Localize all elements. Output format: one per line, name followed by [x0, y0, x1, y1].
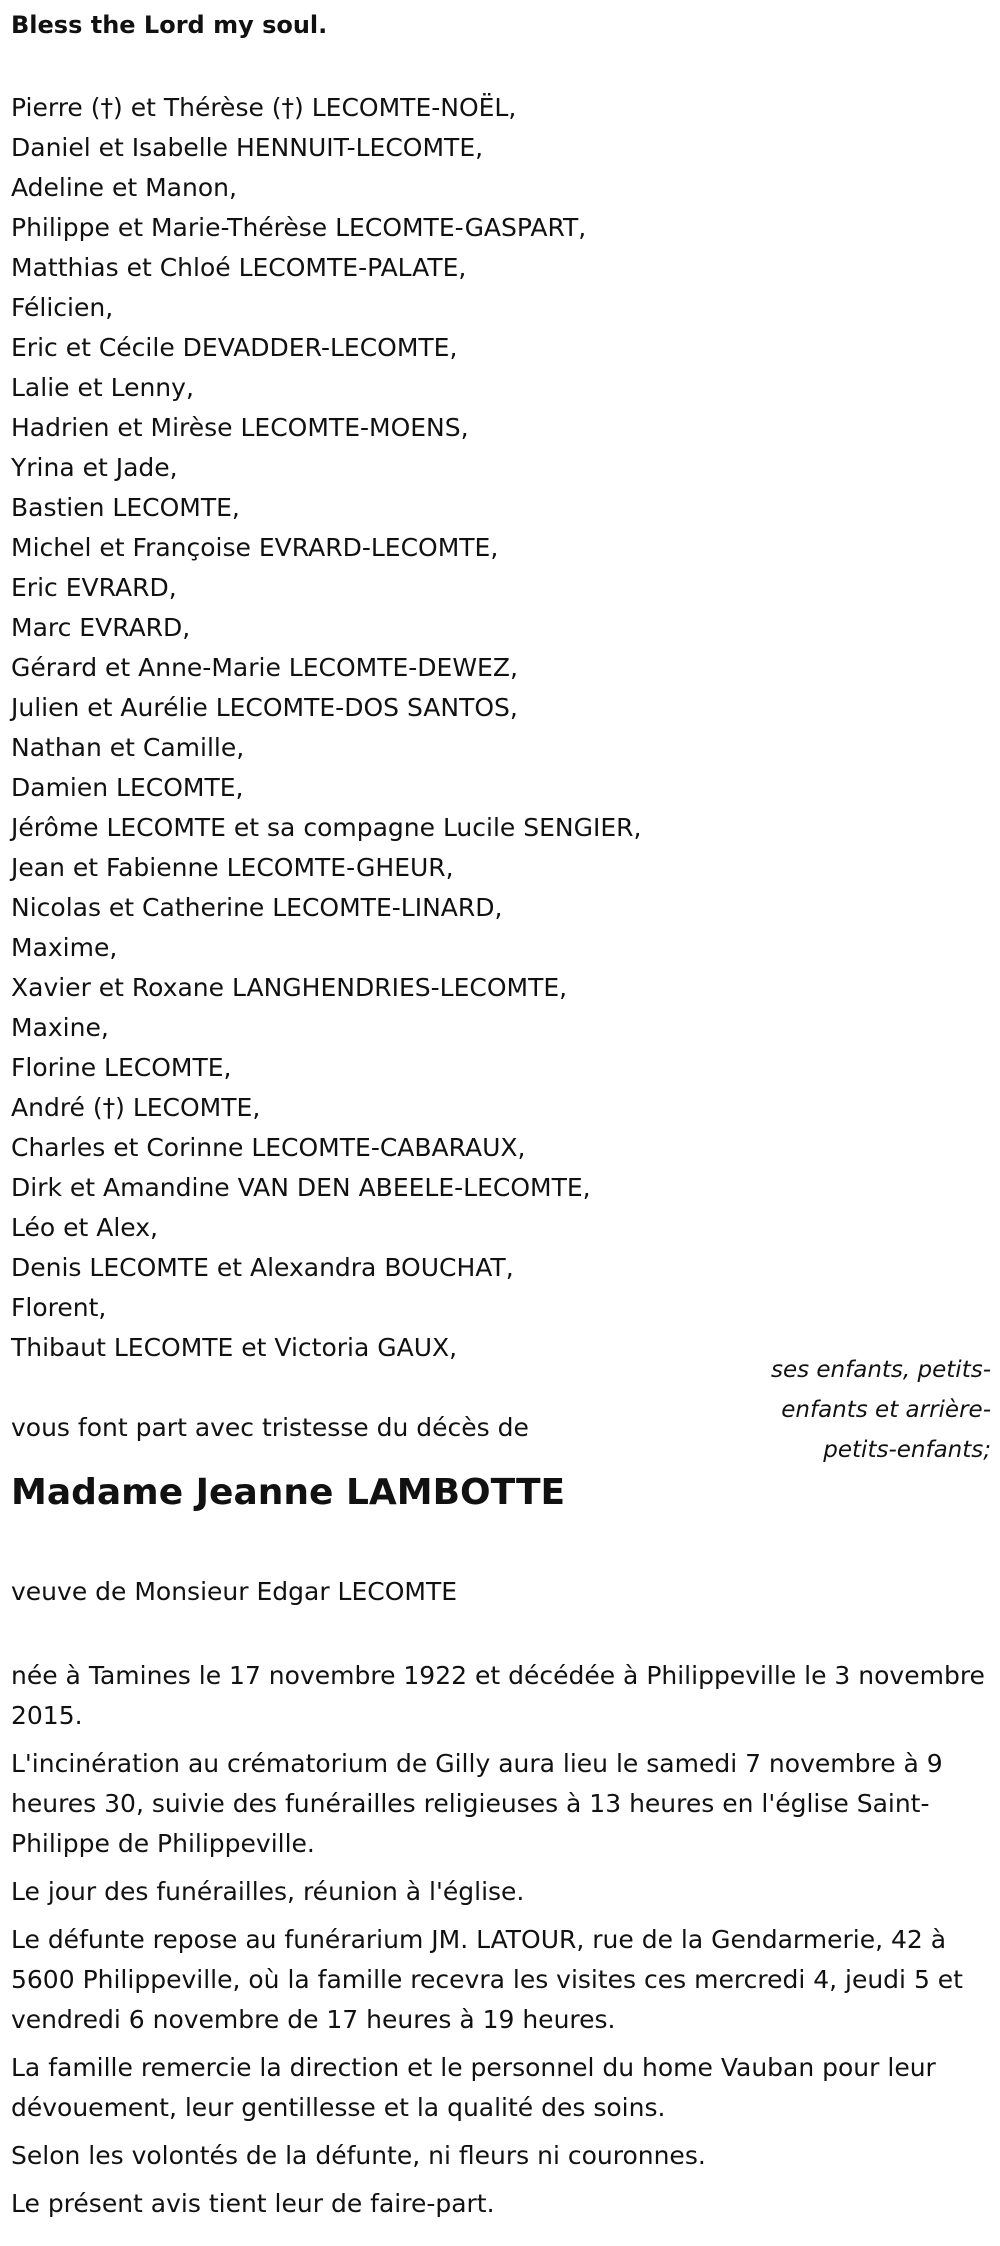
- family-member: Jean et Fabienne LECOMTE-GHEUR,: [11, 853, 454, 882]
- family-member: Damien LECOMTE,: [11, 773, 244, 802]
- family-member: Dirk et Amandine VAN DEN ABEELE-LECOMTE,: [11, 1173, 591, 1202]
- deceased-name: Madame Jeanne LAMBOTTE: [11, 1472, 566, 1513]
- family-member: Michel et Françoise EVRARD-LECOMTE,: [11, 533, 499, 562]
- family-member: Philippe et Marie-Thérèse LECOMTE-GASPART,: [11, 213, 587, 242]
- family-member: Félicien,: [11, 293, 114, 322]
- family-member: Xavier et Roxane LANGHENDRIES-LECOMTE,: [11, 973, 568, 1002]
- flowers-paragraph: Selon les volontés de la défunte, ni fleurs ni couronnes.: [11, 2141, 706, 2170]
- family-member: Maxime,: [11, 933, 118, 962]
- family-member: Denis LECOMTE et Alexandra BOUCHAT,: [11, 1253, 514, 1282]
- family-member: Hadrien et Mirèse LECOMTE-MOENS,: [11, 413, 469, 442]
- thanks-paragraph: La famille remercie la direction et le personnel du home Vauban pour leur dévouement, leur gentillesse et la qualité des soins.: [11, 2053, 936, 2122]
- family-member: Pierre (†) et Thérèse (†) LECOMTE-NOËL,: [11, 93, 517, 122]
- family-member: Daniel et Isabelle HENNUIT-LECOMTE,: [11, 133, 484, 162]
- family-member: Eric EVRARD,: [11, 573, 177, 602]
- family-member: Nathan et Camille,: [11, 733, 245, 762]
- family-member: André (†) LECOMTE,: [11, 1093, 261, 1122]
- cremation-paragraph: L'incinération au crématorium de Gilly aura lieu le samedi 7 novembre à 9 heures 30, suivie des funérailles religieuses à 13 heures en l'église Saint-Philippe de Philippeville.: [11, 1749, 943, 1858]
- family-member: Florine LECOMTE,: [11, 1053, 232, 1082]
- closing-paragraph: Le présent avis tient leur de faire-part.: [11, 2189, 495, 2218]
- meeting-paragraph: Le jour des funérailles, réunion à l'église.: [11, 1877, 525, 1906]
- relation-note: ses enfants, petits-enfants et arrière-petits-enfants;: [770, 1357, 991, 1463]
- family-member: Yrina et Jade,: [11, 453, 178, 482]
- family-member: Eric et Cécile DEVADDER-LECOMTE,: [11, 333, 458, 362]
- family-member: Gérard et Anne-Marie LECOMTE-DEWEZ,: [11, 653, 518, 682]
- family-member: Thibaut LECOMTE et Victoria GAUX,: [11, 1333, 458, 1362]
- details-section: [11, 1656, 991, 2232]
- family-member: Lalie et Lenny,: [11, 373, 194, 402]
- family-list: [11, 88, 641, 1368]
- family-member: Nicolas et Catherine LECOMTE-LINARD,: [11, 893, 503, 922]
- family-member: Florent,: [11, 1293, 107, 1322]
- birth-death-paragraph: née à Tamines le 17 novembre 1922 et décédée à Philippeville le 3 novembre 2015.: [11, 1661, 985, 1730]
- opening-verse: Bless the Lord my soul.: [11, 11, 328, 39]
- announcement-text: vous font part avec tristesse du décès de: [11, 1413, 529, 1442]
- funeral-home-paragraph: Le défunte repose au funérarium JM. LATOUR, rue de la Gendarmerie, 42 à 5600 Philippeville, où la famille recevra les visites ces mercredi 4, jeudi 5 et vendredi 6 novembre de 17 heures à 19 heures.: [11, 1925, 963, 2034]
- family-member: Matthias et Chloé LECOMTE-PALATE,: [11, 253, 467, 282]
- family-member: Julien et Aurélie LECOMTE-DOS SANTOS,: [11, 693, 518, 722]
- family-member: Bastien LECOMTE,: [11, 493, 240, 522]
- family-member: Charles et Corinne LECOMTE-CABARAUX,: [11, 1133, 526, 1162]
- family-member: Jérôme LECOMTE et sa compagne Lucile SENGIER,: [11, 813, 642, 842]
- family-member: Léo et Alex,: [11, 1213, 158, 1242]
- widow-of-line: veuve de Monsieur Edgar LECOMTE: [11, 1577, 458, 1606]
- family-member: Maxine,: [11, 1013, 109, 1042]
- family-member: Adeline et Manon,: [11, 173, 237, 202]
- family-member: Marc EVRARD,: [11, 613, 191, 642]
